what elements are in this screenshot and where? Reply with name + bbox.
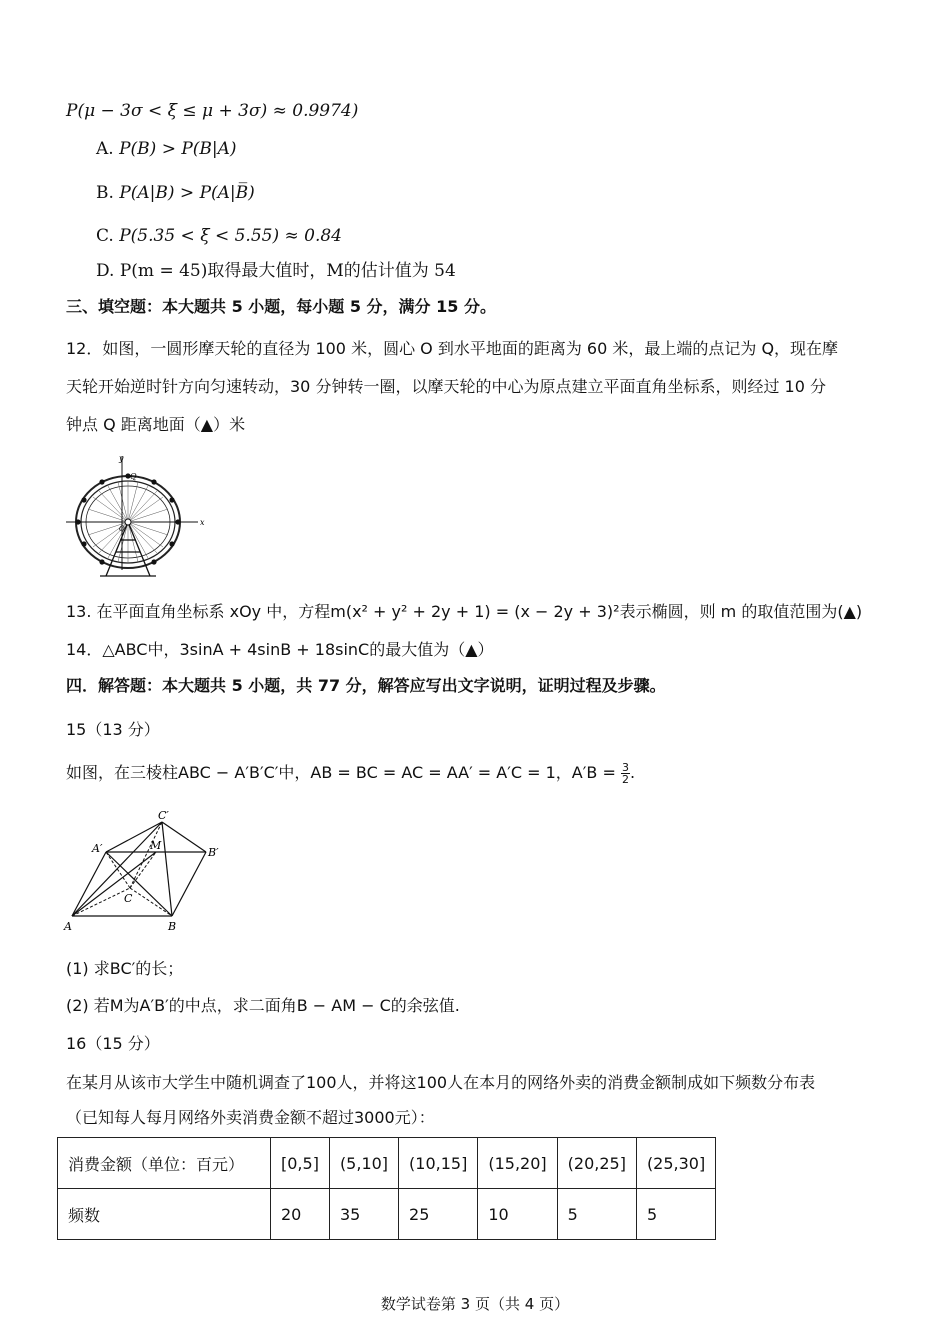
table-cell: 10 [478, 1189, 557, 1240]
fig-label-x: x [200, 518, 205, 527]
section4-title: 四．解答题：本大题共 5 小题，共 77 分，解答应写出文字说明，证明过程及步骤。 [66, 676, 666, 695]
table-cell: (10,15] [399, 1138, 478, 1189]
q12-line3: 钟点 Q 距离地面（▲）米 [66, 415, 246, 434]
page-footer: 数学试卷第 3 页（共 4 页） [380, 1295, 570, 1313]
q11-option-d[interactable]: D. P(m = 45)取得最大值时，M的估计值为 54 [96, 261, 456, 281]
q16-line2: （已知每人每月网络外卖消费金额不超过3000元）： [66, 1108, 435, 1127]
table-cell: (5,10] [329, 1138, 398, 1189]
table-cell: (25,30] [636, 1138, 715, 1189]
q15-part1: (1) 求BC′的长； [66, 959, 184, 978]
prism-label-m: M [150, 839, 162, 852]
fig-label-y: y [119, 454, 124, 463]
table-row [58, 1189, 716, 1240]
q11-option-c[interactable]: C. P(5.35 < ξ < 5.55) ≈ 0.84 [96, 226, 342, 246]
table-row [58, 1138, 716, 1189]
scan-top-edge [0, 0, 950, 3]
q16-line1: 在某月从该市大学生中随机调查了100人，并将这100人在本月的网络外卖的消费金额制成如下频数分布表 [66, 1073, 816, 1092]
q15-part2: (2) 若M为A′B′的中点，求二面角B − AM − C的余弦值. [66, 996, 460, 1015]
table-cell: 25 [399, 1189, 478, 1240]
ferris-wheel-hub [125, 519, 131, 525]
q11-option-a[interactable]: A. P(B) > P(B|A) [96, 139, 237, 159]
q15-header: 15（13 分） [66, 720, 160, 739]
prism-label-c1: C′ [158, 809, 169, 822]
q15-fraction: $\frac{3}{2}$ [621, 761, 629, 786]
prism-label-b1: B′ [208, 846, 219, 859]
q11-condition-tail: P(μ − 3σ < ξ ≤ μ + 3σ) ≈ 0.9974) [66, 101, 359, 121]
prism-label-c: C [124, 892, 133, 905]
table-cell: (15,20] [478, 1138, 557, 1189]
q16-header: 16（15 分） [66, 1034, 160, 1053]
table-cell: (20,25] [557, 1138, 636, 1189]
q13-text: 13. 在平面直角坐标系 xOy 中，方程m(x² + y² + 2y + 1) = (x − 2y + 3)²表示椭圆，则 m 的取值范围为(▲) [66, 602, 863, 621]
prism-label-a: A [64, 920, 72, 933]
section3-title: 三、填空题：本大题共 5 小题，每小题 5 分，满分 15 分。 [66, 297, 496, 316]
table-cell: 20 [271, 1189, 330, 1240]
table-header-cell: 消费金额（单位：百元） [58, 1138, 271, 1189]
table-cell: [0,5] [271, 1138, 330, 1189]
fig-label-o: O [119, 525, 125, 533]
q12-line1: 12．如图，一圆形摩天轮的直径为 100 米，圆心 O 到水平地面的距离为 60 米，最上端的点记为 Q，现在摩 [66, 339, 839, 358]
frequency-table [57, 1137, 716, 1240]
q15-stem: 如图，在三棱柱ABC − A′B′C′中，AB = BC = AC = AA′ = A′C = 1，A′B = $\frac{3}{2}$ . [66, 761, 636, 786]
q14-text: 14．△ABC中，3sinA + 4sinB + 18sinC的最大值为（▲） [66, 640, 494, 659]
table-header-cell: 频数 [58, 1189, 271, 1240]
table-cell: 35 [329, 1189, 398, 1240]
ferris-wheel-figure [64, 452, 209, 582]
prism-label-a1: A′ [92, 842, 103, 855]
q12-line2: 天轮开始逆时针方向匀速转动，30 分钟转一圈，以摩天轮的中心为原点建立平面直角坐标系，则经过 10 分 [66, 377, 826, 396]
table-cell: 5 [636, 1189, 715, 1240]
table-cell: 5 [557, 1189, 636, 1240]
q11-option-b[interactable]: B. P(A|B) > P(A|B̅) [96, 183, 255, 203]
prism-figure [62, 806, 232, 936]
fig-label-q: Q [130, 472, 137, 481]
prism-label-b: B [168, 920, 177, 933]
